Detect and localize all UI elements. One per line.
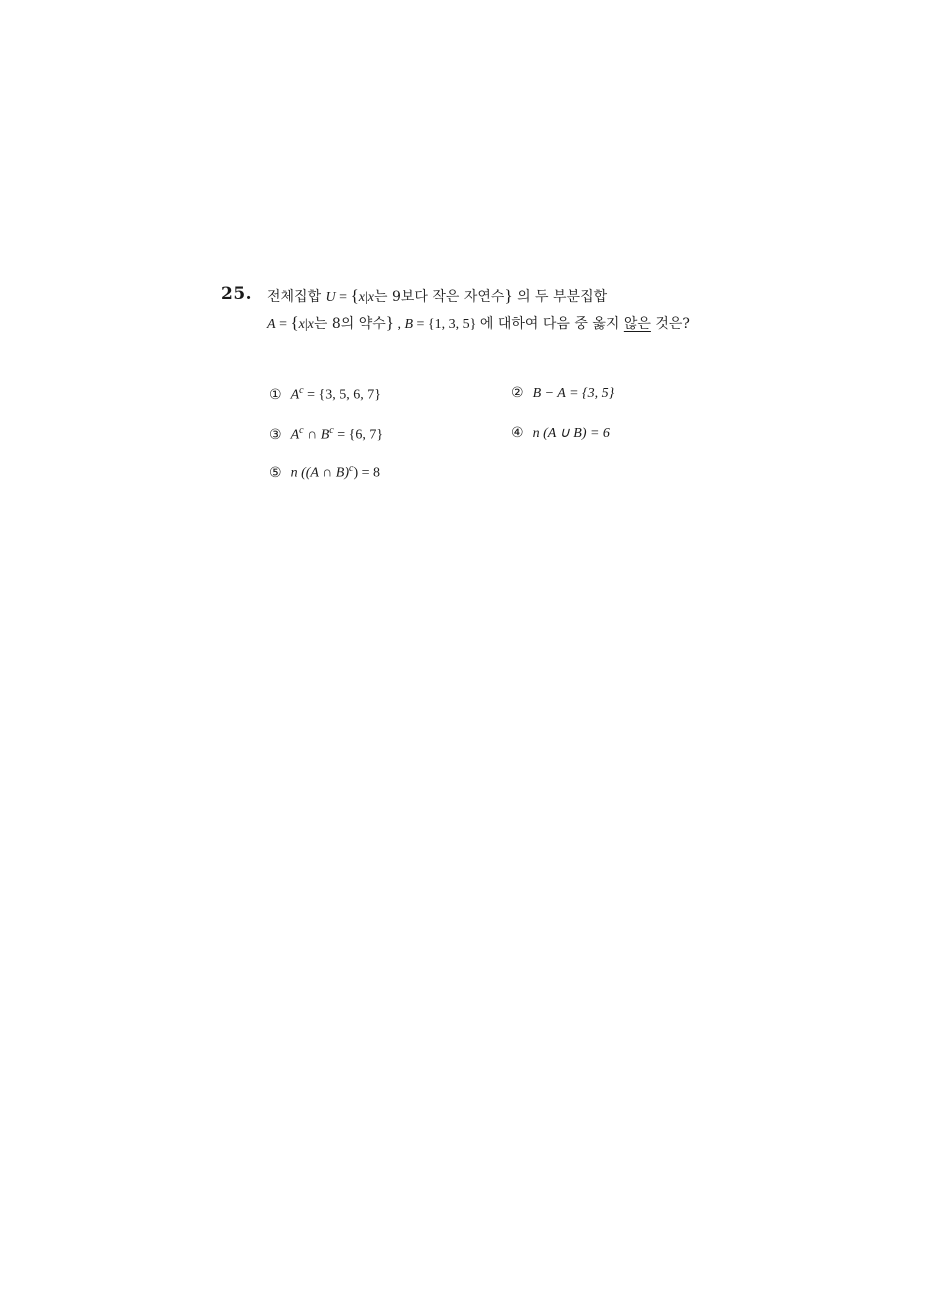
choice-math: n ((A ∩ B) <box>290 465 350 481</box>
stem-text: 의 두 부분집합 <box>512 289 608 305</box>
choice-number: ① <box>269 386 282 403</box>
comma: , <box>393 317 405 332</box>
choice-math: ) = 8 <box>353 465 381 481</box>
complement-superscript: c <box>329 425 334 436</box>
intersection-operator: ∩ <box>303 427 321 443</box>
emphasis-text: 않은 <box>623 316 651 332</box>
set-builder-bar: | <box>304 317 308 332</box>
set-condition-text: 는 8의 약수 <box>313 316 386 332</box>
right-brace: } <box>504 286 513 305</box>
question-stem-line-2 <box>267 313 690 333</box>
choice-3[interactable] <box>269 425 383 444</box>
complement-superscript: c <box>299 385 304 396</box>
stem-text: 전체집합 <box>267 289 326 305</box>
choice-2[interactable] <box>511 385 614 402</box>
choice-number: ⑤ <box>269 464 282 481</box>
choice-1[interactable] <box>269 385 381 404</box>
variable-x: x <box>358 290 365 305</box>
variable-x: x <box>307 317 314 332</box>
choice-math: B <box>320 427 330 443</box>
choice-math: n (A ∪ B) = 6 <box>532 426 610 441</box>
equals-sign: = <box>335 290 351 305</box>
set-builder-bar: | <box>364 290 368 305</box>
choice-number: ② <box>511 385 524 401</box>
set-B-definition: = {1, 3, 5} <box>413 317 480 332</box>
stem-text: 것은? <box>650 316 690 332</box>
choice-math: = {6, 7} <box>333 427 384 443</box>
variable-x: x <box>298 317 305 332</box>
choice-4[interactable] <box>511 425 610 442</box>
equals-sign: = <box>275 317 291 332</box>
choice-math: = {3, 5, 6, 7} <box>303 387 381 403</box>
set-A-symbol: A <box>267 317 276 332</box>
universal-set-symbol: U <box>325 290 336 305</box>
variable-x: x <box>367 290 374 305</box>
left-brace: { <box>350 286 359 305</box>
choice-5[interactable] <box>269 463 380 482</box>
question-stem-line-1 <box>267 286 607 306</box>
choice-number: ③ <box>269 426 282 443</box>
left-brace: { <box>290 313 299 332</box>
stem-text: 에 대하여 다음 중 옳지 <box>479 316 624 332</box>
choice-math: A <box>290 387 300 403</box>
set-condition-text: 는 9보다 작은 자연수 <box>374 289 505 305</box>
complement-superscript: c <box>299 425 304 436</box>
question-number: 25. <box>221 284 253 304</box>
choice-math: B − A = {3, 5} <box>532 386 615 401</box>
choice-number: ④ <box>511 425 524 441</box>
choice-math: A <box>290 427 300 443</box>
right-brace: } <box>385 313 394 332</box>
complement-superscript: c <box>349 463 354 474</box>
set-B-symbol: B <box>404 317 414 332</box>
